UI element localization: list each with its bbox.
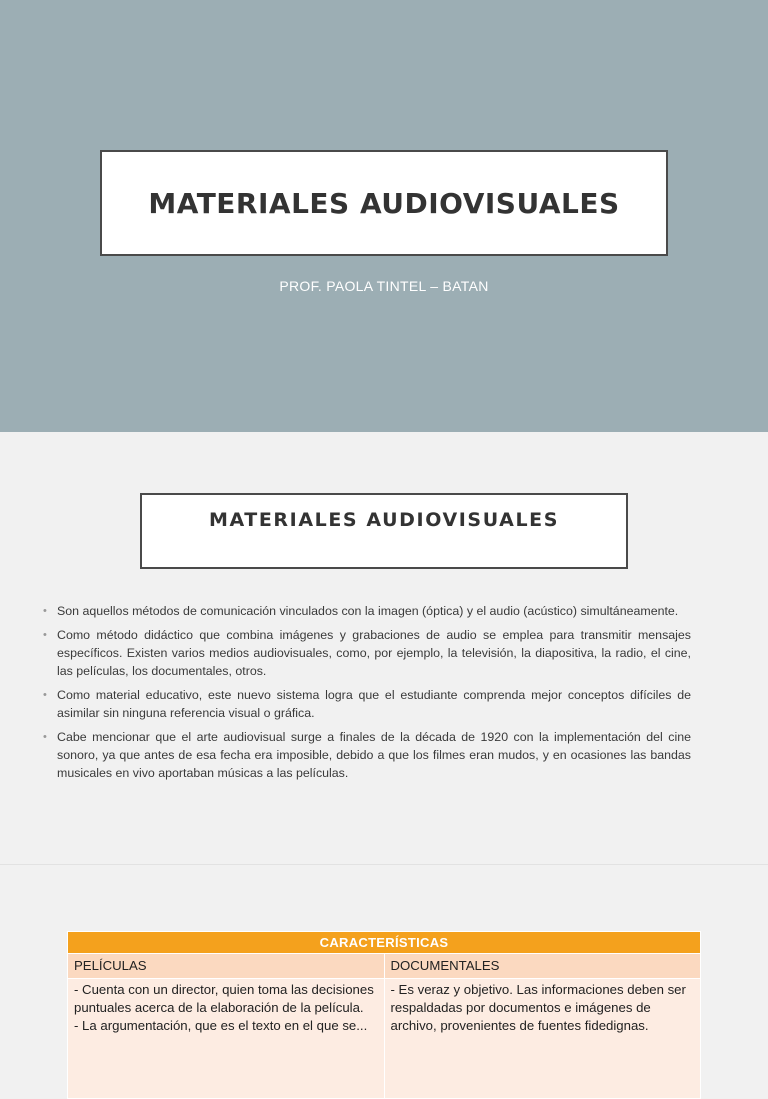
bullet-icon: • [43, 731, 47, 743]
title-box [100, 150, 668, 256]
table-cell-peliculas [68, 979, 385, 1099]
cell-line: - Cuenta con un director, quien toma las decisiones puntuales acerca de la elaboración de la película. [74, 982, 374, 1015]
slide-title-box [140, 493, 628, 569]
bullet-icon: • [43, 689, 47, 701]
bullet-text: Como material educativo, este nuevo sistema logra que el estudiante comprenda mejor conceptos difíciles de asimilar sin ninguna referencia visual o gráfica. [57, 688, 691, 720]
bullet-item [43, 728, 691, 782]
bullet-text: Como método didáctico que combina imágenes y grabaciones de audio se emplea para transmitir mensajes específicos. Existen varios medios audiovisuales, como, por ejemplo, la televisión, la diapositiva, la radio, el cine, las películas, los documentales, otros. [57, 628, 691, 678]
bullet-list [43, 602, 691, 788]
bullet-item [43, 602, 691, 620]
table-cell-documentales [384, 979, 701, 1099]
title-slide [0, 0, 768, 432]
column-header-documentales: DOCUMENTALES [384, 954, 701, 979]
cell-line: - Es veraz y objetivo. Las informaciones deben ser respaldadas por documentos e imágenes de archivo, provenientes de fuentes fidedignas. [390, 982, 686, 1033]
characteristics-table [67, 931, 701, 1099]
column-header-peliculas: PELÍCULAS [68, 954, 385, 979]
table-slide [0, 865, 768, 1033]
bullet-item [43, 626, 691, 680]
slide-title: MATERIALES AUDIOVISUALES [208, 509, 560, 531]
bullet-icon: • [43, 605, 47, 617]
table-title: CARACTERÍSTICAS [68, 932, 701, 954]
bullet-text: Cabe mencionar que el arte audiovisual surge a finales de la década de 1920 con la implementación del cine sonoro, ya que antes de esa fecha era imposible, debido a que los filmes eran mudos, y en ocasiones las bandas musicales en vivo aportaban músicas a las películas. [57, 730, 691, 780]
bullet-icon: • [43, 629, 47, 641]
content-slide [0, 432, 768, 864]
cell-line: - La argumentación, que es el texto en el que se... [74, 1018, 368, 1033]
bullet-text: Son aquellos métodos de comunicación vinculados con la imagen (óptica) y el audio (acústico) simultáneamente. [57, 604, 679, 618]
bullet-item [43, 686, 691, 722]
presentation-subtitle: PROF. PAOLA TINTEL – BATAN [279, 278, 489, 294]
presentation-title: MATERIALES AUDIOVISUALES [148, 186, 620, 220]
